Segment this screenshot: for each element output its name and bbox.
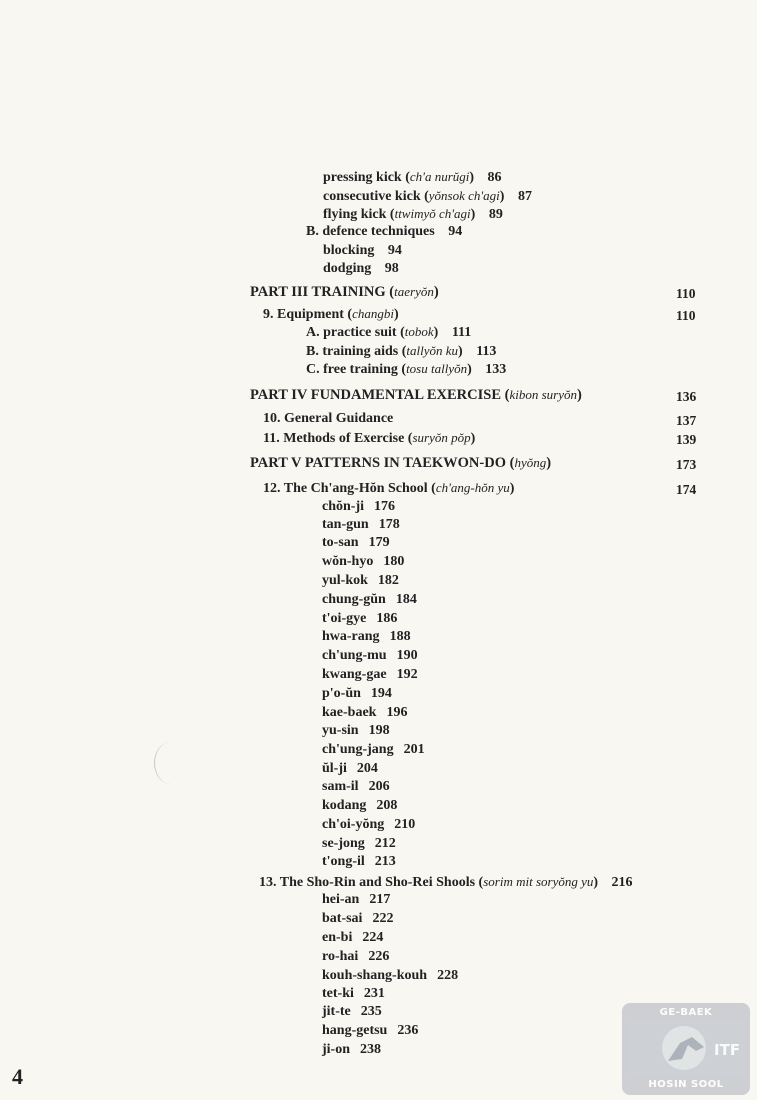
toc-pattern-chung-gun: chung-gŭn 184 (322, 592, 417, 607)
toc-pattern-ji-on: ji-on 238 (322, 1042, 381, 1057)
toc-pattern-tet-ki: tet-ki 231 (322, 986, 385, 1001)
toc-entry-consecutive-kick: consecutive kick (yŏnsok ch'agi) 87 (323, 188, 532, 204)
toc-pattern-kae-baek: kae-baek 196 (322, 705, 408, 720)
toc-pattern-choi-yong: ch'oi-yŏng 210 (322, 817, 416, 832)
toc-pattern-po-un: p'o-ŭn 194 (322, 686, 392, 701)
toc-pattern-hang-getsu: hang-getsu 236 (322, 1023, 419, 1038)
toc-entry-chang-hon-school-page: 174 (676, 482, 697, 497)
toc-entry-flying-kick: flying kick (ttwimyŏ ch'agi) 89 (323, 206, 503, 222)
toc-entry-defence-techniques: B. defence techniques 94 (306, 224, 463, 239)
toc-pattern-bat-sai: bat-sai 222 (322, 911, 394, 926)
toc-pattern-hwa-rang: hwa-rang 188 (322, 629, 411, 644)
toc-pattern-yul-kok: yul-kok 182 (322, 573, 399, 588)
toc-pattern-ro-hai: ro-hai 226 (322, 949, 390, 964)
toc-entry-free-training: C. free training (tosu tallyŏn) 133 (306, 361, 507, 377)
toc-entry-sho-rin-sho-rei: 13. The Sho-Rin and Sho-Rei Shools (sorim mit soryŏng yu) 216 (259, 874, 633, 890)
toc-pattern-jit-te: jit-te 235 (322, 1004, 382, 1019)
watermark-badge-top-text: GE-BAEK (659, 1007, 713, 1018)
toc-entry-general-guidance: 10. General Guidance (263, 411, 394, 426)
toc-pattern-chon-ji: chŏn-ji 176 (322, 499, 395, 514)
toc-pattern-to-san: to-san 179 (322, 535, 390, 550)
toc-entry-training-aids: B. training aids (tallyŏn ku) 113 (306, 343, 497, 359)
toc-entry-general-guidance-page: 137 (676, 413, 697, 428)
toc-pattern-toi-gye: t'oi-gye 186 (322, 611, 398, 626)
toc-pattern-won-hyo: wŏn-hyo 180 (322, 554, 405, 569)
toc-pattern-tan-gun: tan-gun 178 (322, 517, 400, 532)
toc-entry-equipment: 9. Equipment (changbi) (263, 306, 399, 322)
toc-entry-equipment-page: 110 (676, 308, 696, 323)
toc-pattern-en-bi: en-bi 224 (322, 930, 384, 945)
page-number: 4 (12, 1064, 23, 1089)
watermark-badge-bottom-text: HOSIN SOOL (648, 1079, 724, 1090)
toc-pattern-tong-il: t'ong-il 213 (322, 854, 396, 869)
toc-part-5-page: 173 (676, 457, 697, 472)
toc-pattern-kouh-shang-kouh: kouh-shang-kouh 228 (322, 968, 459, 983)
toc-pattern-chung-jang: ch'ung-jang 201 (322, 742, 425, 757)
toc-part-5: PART V PATTERNS IN TAEKWON-DO (hyŏng) (250, 455, 552, 471)
watermark-badge-mark: ITF (714, 1041, 741, 1059)
toc-pattern-kodang: kodang 208 (322, 798, 398, 813)
toc-pattern-chung-mu: ch'ung-mu 190 (322, 648, 418, 663)
toc-part-3-page: 110 (676, 286, 696, 301)
toc-pattern-se-jong: se-jong 212 (322, 836, 396, 851)
toc-pattern-ul-ji: ŭl-ji 204 (322, 761, 378, 776)
toc-entry-chang-hon-school: 12. The Ch'ang-Hŏn School (ch'ang-hŏn yu) (263, 480, 515, 496)
toc-entry-blocking: blocking 94 (323, 243, 402, 258)
toc-entry-dodging: dodging 98 (323, 261, 399, 276)
toc-entry-methods-of-exercise-page: 139 (676, 432, 697, 447)
scan-artifact-arc (154, 742, 187, 784)
toc-pattern-kwang-gae: kwang-gae 192 (322, 667, 418, 682)
toc-pattern-yu-sin: yu-sin 198 (322, 723, 390, 738)
toc-pattern-sam-il: sam-il 206 (322, 779, 390, 794)
toc-part-4-page: 136 (676, 389, 697, 404)
toc-entry-pressing-kick: pressing kick (ch'a nurŭgi) 86 (323, 169, 502, 185)
watermark-badge (622, 1003, 750, 1095)
toc-part-4: PART IV FUNDAMENTAL EXERCISE (kibon suryŏn) (250, 387, 582, 403)
toc-entry-methods-of-exercise: 11. Methods of Exercise (suryŏn pŏp) (263, 430, 476, 446)
toc-entry-practice-suit: A. practice suit (tobok) 111 (306, 324, 472, 340)
toc-pattern-hei-an: hei-an 217 (322, 892, 391, 907)
toc-part-3: PART III TRAINING (taeryŏn) (250, 284, 439, 300)
